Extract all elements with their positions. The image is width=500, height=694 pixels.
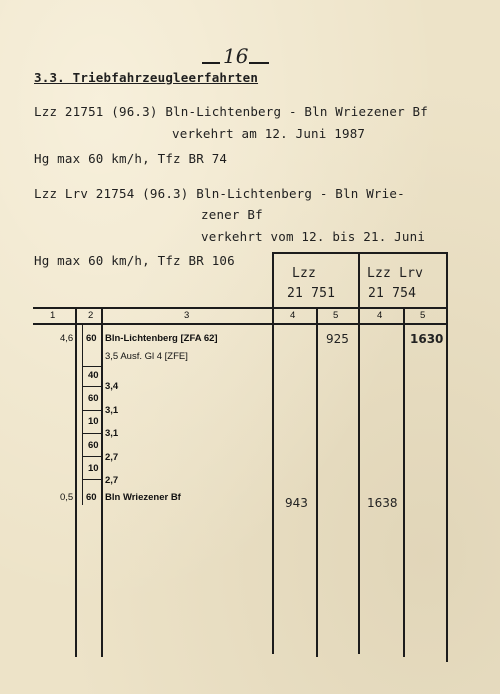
colnum-4a: 4: [290, 310, 296, 321]
colnum-5b: 5: [420, 310, 426, 321]
row-station: 3,1: [105, 405, 119, 416]
train2-runs: verkehrt vom 12. bis 21. Juni: [201, 229, 426, 244]
colnum-5a: 5: [333, 310, 339, 321]
speed-seg-rule: [82, 456, 102, 457]
page-number-dash-left: [202, 62, 220, 64]
train2-line: Lzz Lrv 21754 (96.3) Bln-Lichtenberg - Bln Wrie-: [34, 186, 405, 201]
table-top-rule: [272, 252, 447, 254]
colnum-1: 1: [50, 310, 56, 321]
time-train1-departure: 925: [326, 332, 349, 346]
speed-seg-rule: [82, 410, 102, 411]
colnum-2: 2: [88, 310, 94, 321]
page-number-dash-right: [249, 62, 269, 64]
time-train2-departure: 1630: [410, 332, 444, 346]
colnum-bottom-rule: [33, 323, 447, 325]
row-speed: 60: [88, 393, 99, 404]
row-km: 0,5: [60, 492, 74, 503]
speed-seg-rule: [82, 386, 102, 387]
speed-seg-rule: [82, 433, 102, 434]
row-speed: 10: [88, 463, 99, 474]
row-station: 2,7: [105, 452, 119, 463]
train2-header-number: 21 754: [368, 286, 417, 301]
train1-runs: verkehrt am 12. Juni 1987: [172, 126, 366, 141]
row-station: 3,5 Ausf. Gl 4 [ZFE]: [105, 351, 188, 362]
colnum-3: 3: [184, 310, 190, 321]
train2-line-cont: zener Bf: [201, 207, 263, 222]
train1-line: Lzz 21751 (96.3) Bln-Lichtenberg - Bln Wriezener Bf: [34, 104, 429, 119]
vline-col4a: [316, 307, 318, 657]
row-station: 3,4: [105, 381, 119, 392]
colnum-top-rule: [33, 307, 447, 309]
vline-col1: [75, 307, 77, 657]
section-title: 3.3. Triebfahrzeugleerfahrten: [34, 70, 259, 85]
train1-traction: Hg max 60 km/h, Tfz BR 74: [34, 151, 228, 166]
train2-header-type: Lzz Lrv: [367, 266, 424, 281]
table-vline-train2-left: [358, 252, 360, 654]
row-speed: 10: [88, 416, 99, 427]
train1-header-number: 21 751: [287, 286, 336, 301]
row-station: 3,1: [105, 428, 119, 439]
train1-header-type: Lzz: [292, 266, 317, 281]
row-station: 2,7: [105, 475, 119, 486]
row-speed: 40: [88, 370, 99, 381]
row-speed: 60: [86, 492, 97, 503]
time-train2-arrival: 1638: [367, 496, 398, 510]
vline-col2: [101, 307, 103, 657]
row-speed: 60: [86, 333, 97, 344]
table-vline-right: [446, 252, 448, 662]
speed-seg-rule: [82, 366, 102, 367]
colnum-4b: 4: [377, 310, 383, 321]
time-train1-arrival: 943: [285, 496, 308, 510]
vline-col4b: [403, 307, 405, 657]
row-station: Bln-Lichtenberg [ZFA 62]: [105, 333, 218, 344]
table-vline-train1-left: [272, 252, 274, 654]
train2-traction: Hg max 60 km/h, Tfz BR 106: [34, 253, 235, 268]
row-station: Bln Wriezener Bf: [105, 492, 181, 503]
speed-bracket-line: [82, 325, 83, 505]
row-speed: 60: [88, 440, 99, 451]
page-number: 16: [223, 44, 249, 68]
row-km: 4,6: [60, 333, 74, 344]
speed-seg-rule: [82, 479, 102, 480]
